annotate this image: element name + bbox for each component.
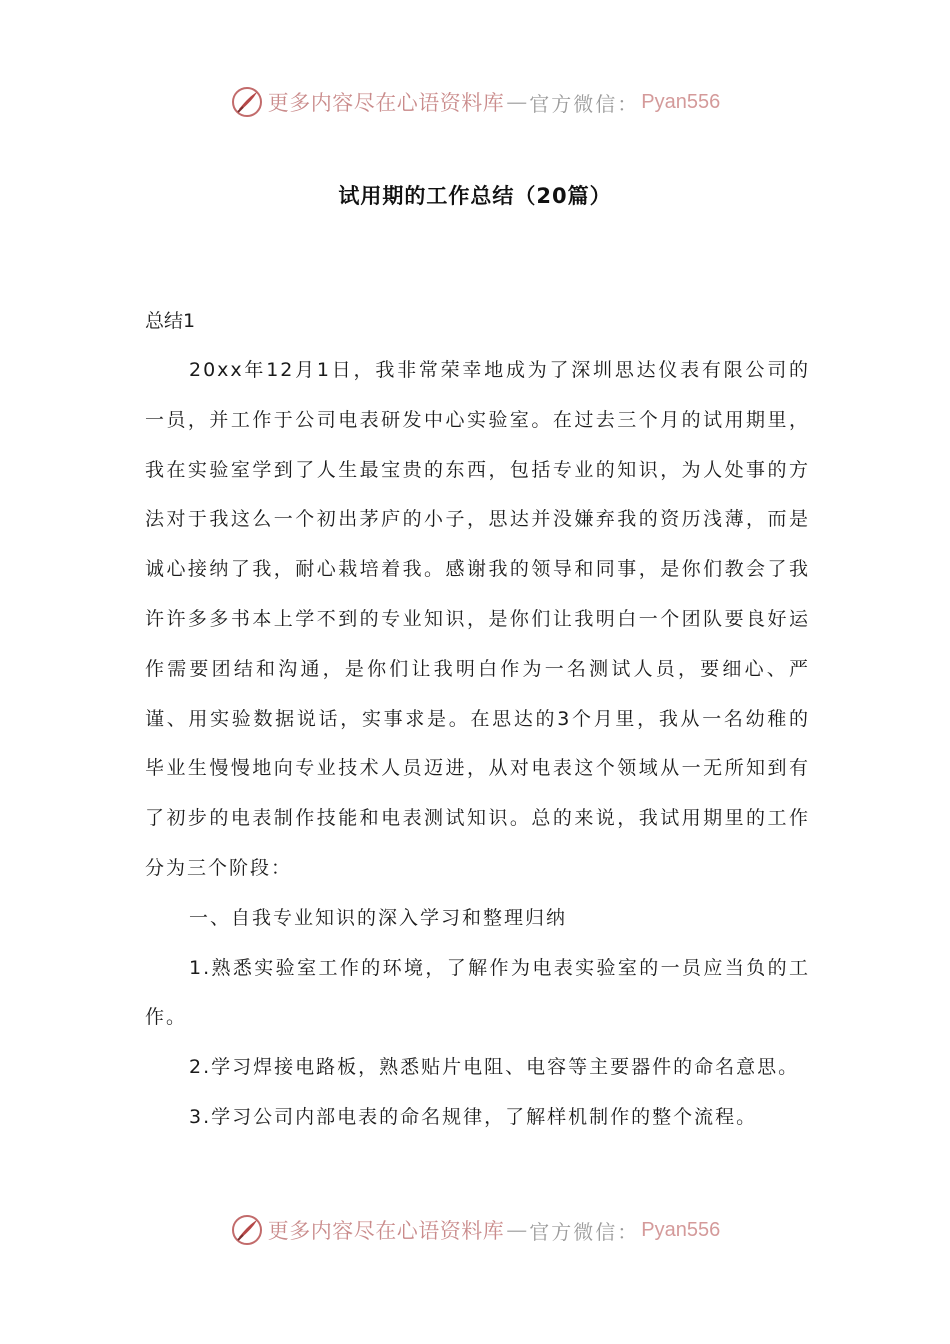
footer-watermark: [0, 1210, 950, 1250]
paragraph-item-3: 3.学习公司内部电表的命名规律，了解样机制作的整个流程。: [189, 1105, 758, 1128]
paragraph-item-1: 1.熟悉实验室工作的环境，了解作为电表实验室的一员应当负的工作。: [145, 956, 810, 1029]
watermark-wechat-label: 官方微信：: [529, 91, 640, 116]
document-title: 试用期的工作总结（20篇）: [338, 184, 612, 208]
watermark-wechat-id: Pyan556: [641, 90, 721, 113]
section-heading: 总结1: [145, 310, 196, 332]
header-watermark: [0, 82, 950, 122]
paragraph-subheading: 一、自我专业知识的深入学习和整理归纳: [189, 906, 568, 929]
quill-logo-icon: [230, 85, 264, 119]
document-body: [145, 296, 810, 1143]
watermark-brand: 更多内容尽在心语资料库: [267, 1219, 505, 1243]
watermark-brand: 更多内容尽在心语资料库: [267, 91, 505, 115]
watermark-dash: —: [506, 90, 528, 114]
watermark-wechat-label: 官方微信：: [529, 1219, 640, 1244]
paragraph-intro: 20xx年12月1日，我非常荣幸地成为了深圳思达仪表有限公司的一员，并工作于公司电表研发中心实验室。在过去三个月的试用期里，我在实验室学到了人生最宝贵的东西，包括专业的知识，为人处事的方法对于我这么一个初出茅庐的小子，思达并没嫌弃我的资历浅薄，而是诚心接纳了我，耐心栽培着我。感谢我的领导和同事，是你们教会了我许许多多书本上学不到的专业知识，是你们让我明白一个团队要良好运作需要团结和沟通，是你们让我明白作为一名测试人员，要细心、严谨、用实验数据说话，实事求是。在思达的3个月里，我从一名幼稚的毕业生慢慢地向专业技术人员迈进，从对电表这个领域从一无所知到有了初步的电表制作技能和电表测试知识。总的来说，我试用期里的工作分为三个阶段：: [145, 359, 810, 879]
quill-logo-icon: [230, 1213, 264, 1247]
watermark-dash: —: [506, 1218, 528, 1242]
paragraph-item-2: 2.学习焊接电路板，熟悉贴片电阻、电容等主要器件的命名意思。: [189, 1056, 800, 1079]
watermark-wechat-id: Pyan556: [641, 1218, 721, 1241]
